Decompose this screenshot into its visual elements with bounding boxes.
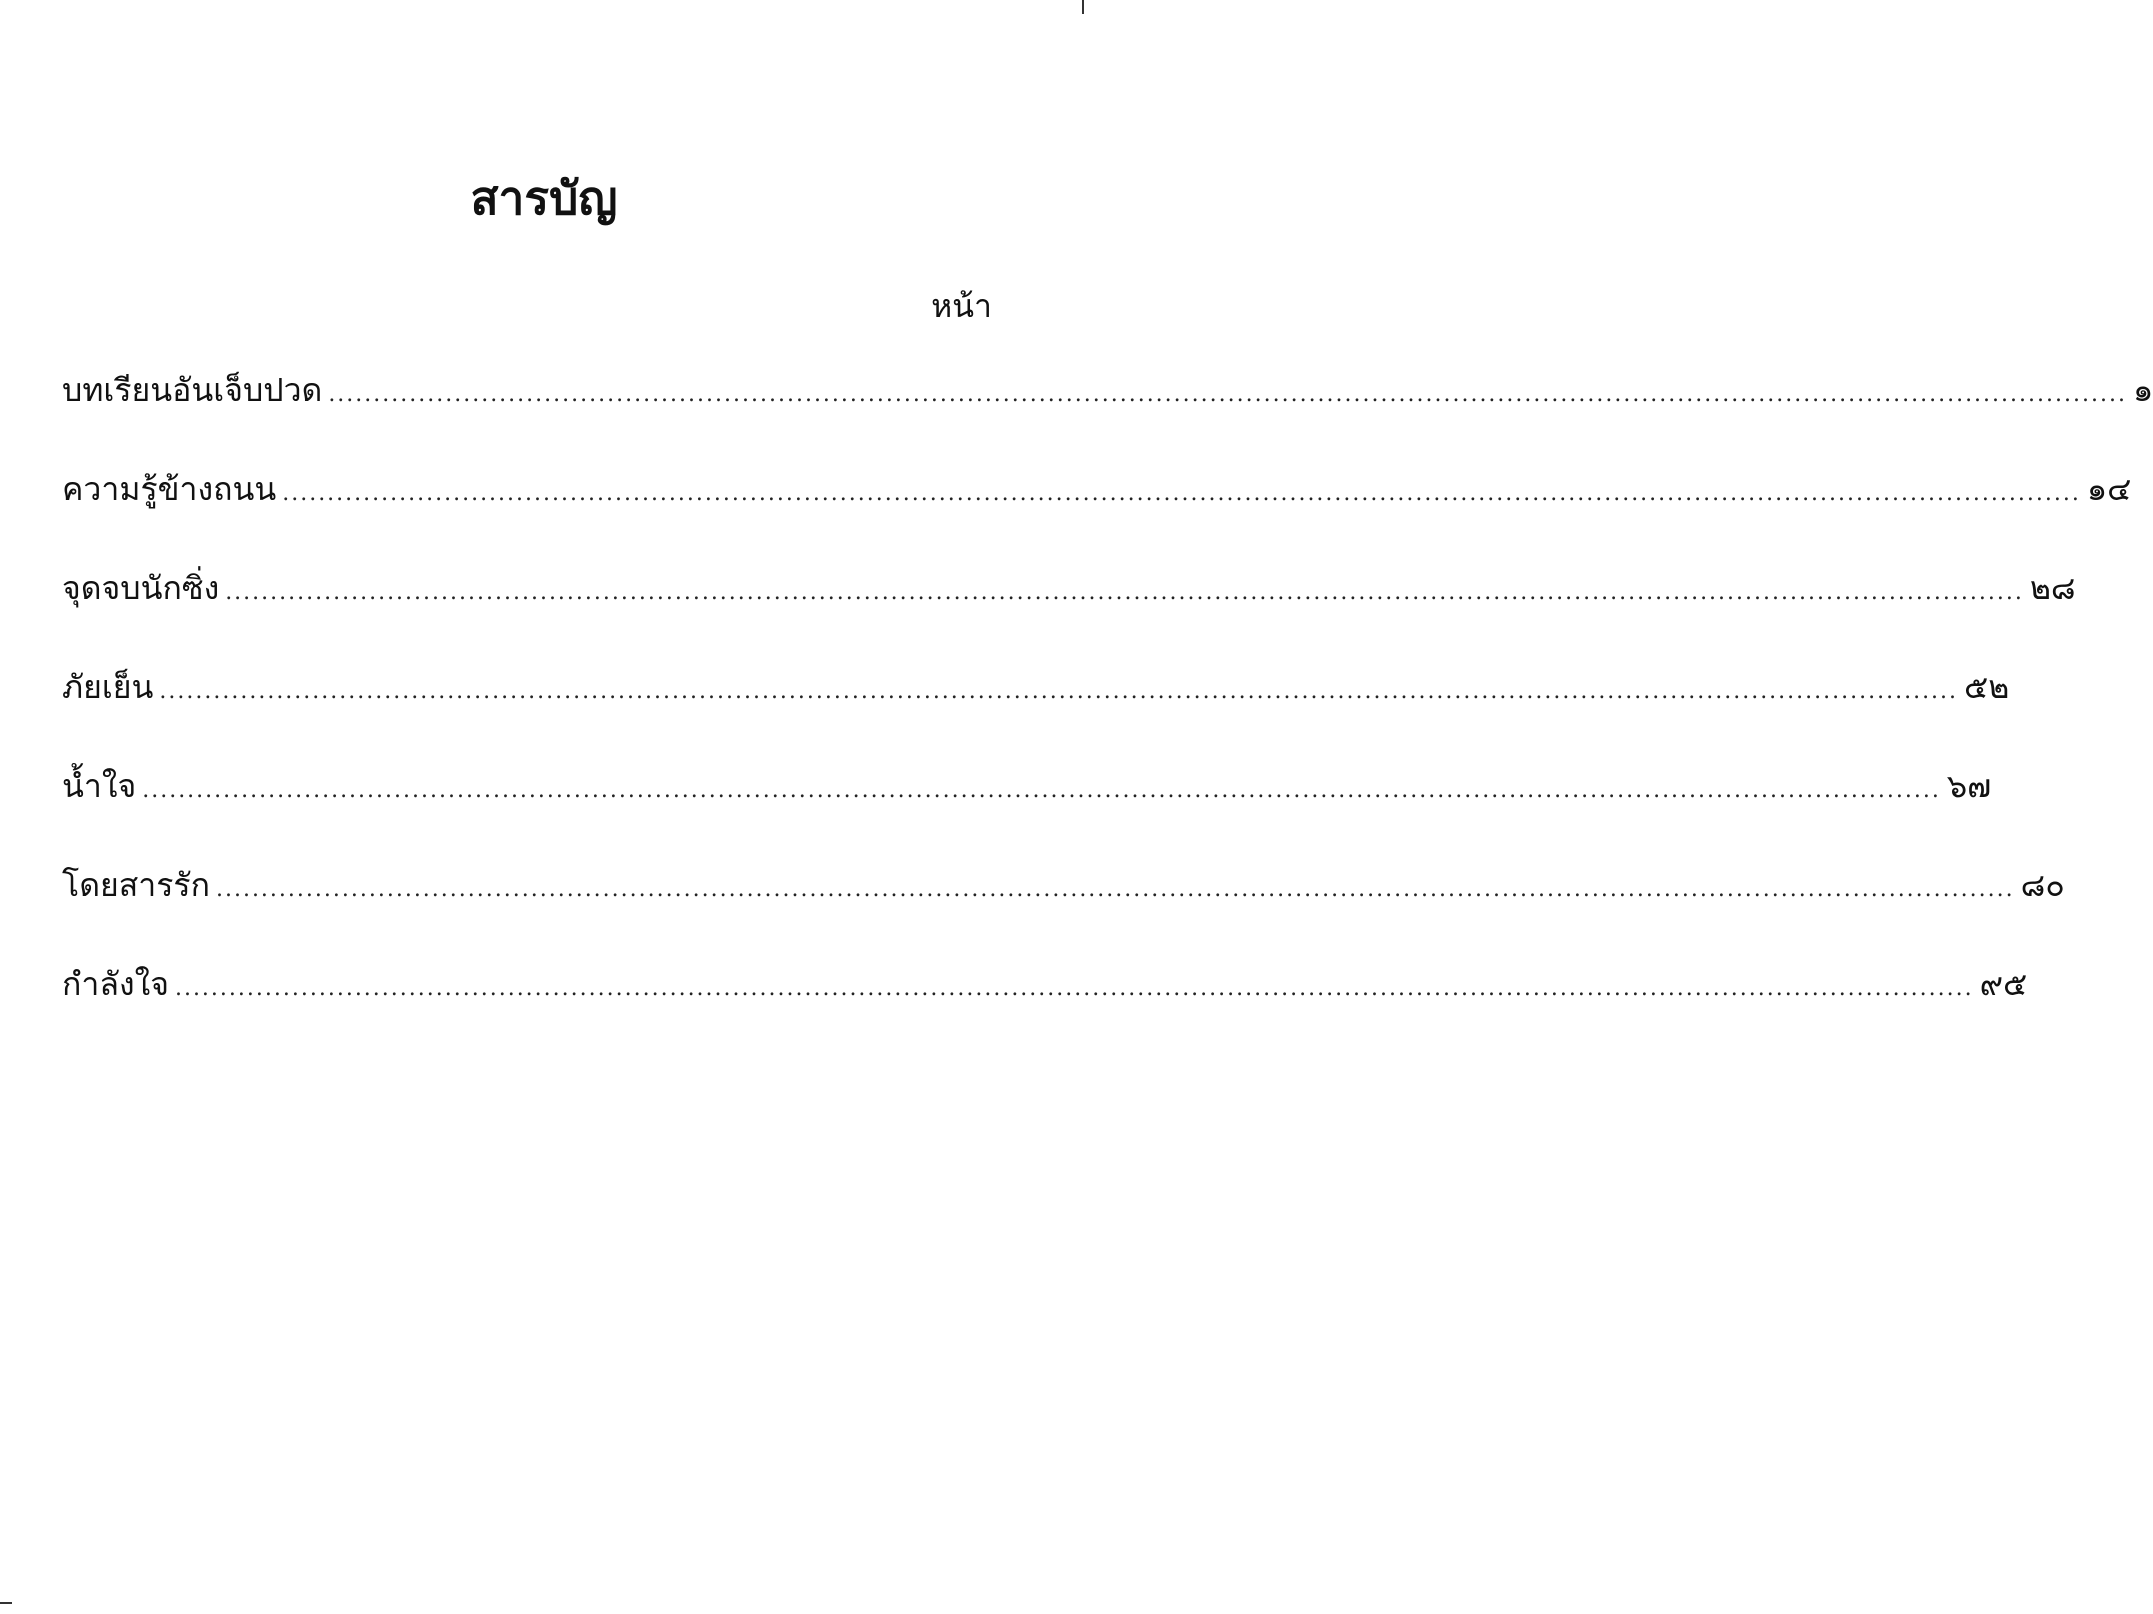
toc-entry-page: ๒๘ [2029, 569, 2076, 607]
toc-entry-page: ๑๔ [2086, 470, 2132, 508]
toc-entry-title: กำลังใจ [62, 965, 169, 1003]
page-column-header: หน้า [931, 287, 992, 325]
dot-leader: ........................................................................................................................................................................................................ [142, 778, 1941, 803]
toc-entry-title: โดยสารรัก [62, 866, 210, 904]
toc-entry [62, 863, 2065, 962]
scan-corner-mark [0, 1602, 12, 1604]
toc-entry-page: ๕๒ [1964, 668, 2010, 706]
toc-entry-page: ๙๕ [1979, 965, 2028, 1003]
toc-entry [62, 962, 2028, 1061]
toc-entry-page: ๖๗ [1946, 767, 1992, 805]
toc-entry [62, 764, 1992, 863]
page-title: สารบัญ [470, 171, 618, 225]
toc-entry-title: ความรู้ข้างถนน [62, 470, 277, 508]
toc-entry [62, 467, 2132, 566]
scan-edge-mark [1082, 0, 1084, 14]
dot-leader: ........................................................................................................................................................................................................ [282, 481, 2081, 506]
dot-leader: ........................................................................................................................................................................................................ [215, 877, 2015, 902]
toc-entry [62, 368, 2153, 467]
toc-entry [62, 566, 2076, 665]
table-of-contents [62, 368, 2153, 1061]
toc-entry-title: จุดจบนักซิ่ง [62, 569, 220, 607]
toc-entry-page: ๘๐ [2020, 866, 2065, 904]
dot-leader: ........................................................................................................................................................................................................ [174, 976, 1974, 1001]
toc-entry-title: บทเรียนอันเจ็บปวด [62, 371, 323, 409]
dot-leader: ........................................................................................................................................................................................................ [225, 580, 2024, 605]
dot-leader: ........................................................................................................................................................................................................ [159, 679, 1959, 704]
toc-entry [62, 665, 2010, 764]
toc-entry-title: น้ำใจ [62, 767, 137, 805]
dot-leader: ........................................................................................................................................................................................................ [328, 382, 2127, 407]
toc-entry-title: ภัยเย็น [62, 668, 154, 706]
toc-entry-page: ๑ [2132, 371, 2153, 409]
